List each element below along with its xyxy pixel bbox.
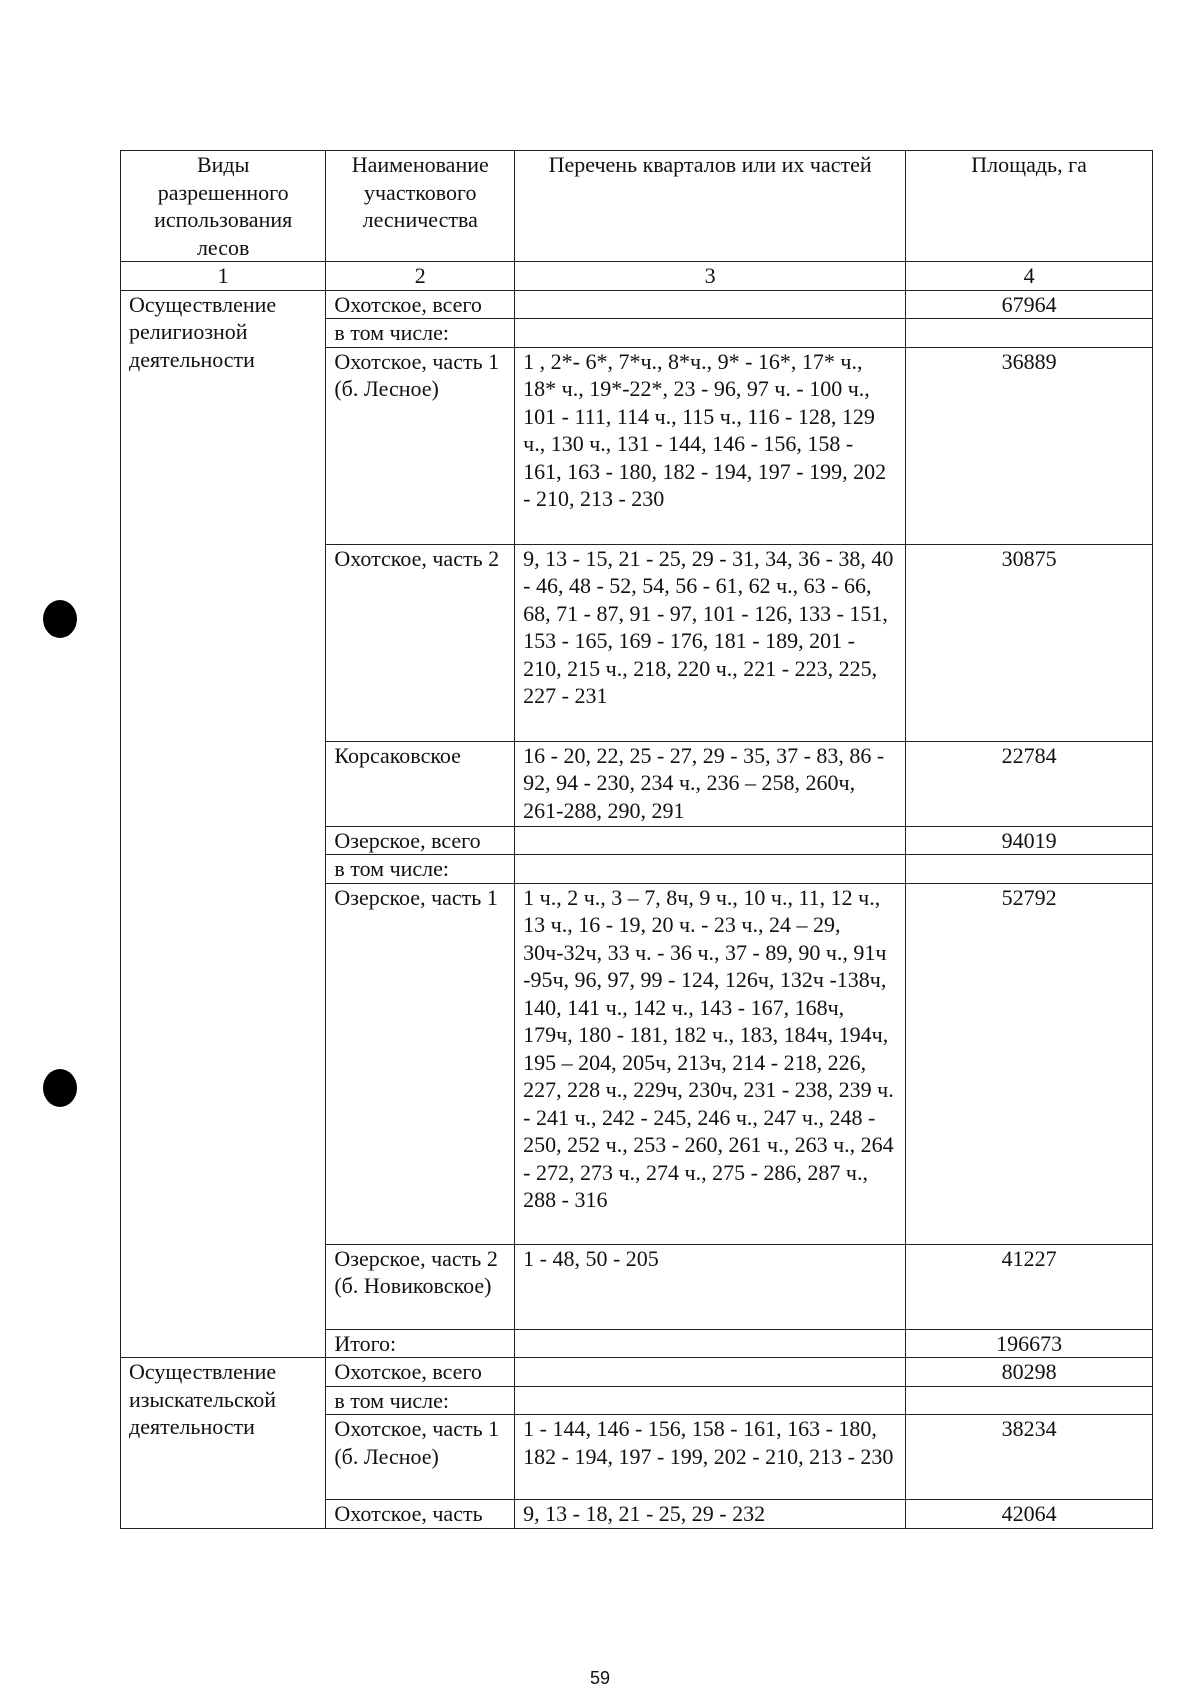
table-row <box>121 1358 1153 1387</box>
area-value: 80298 <box>906 1358 1153 1387</box>
area-value: 38234 <box>906 1415 1153 1500</box>
quarters-list: 16 - 20, 22, 25 - 27, 29 - 35, 37 - 83, 86 - 92, 94 - 230, 234 ч., 236 – 258, 260ч, 261-288, 290, 291 <box>515 741 906 826</box>
quarters-list <box>515 1386 906 1415</box>
forestry-name: Итого: <box>326 1329 515 1358</box>
quarters-list <box>515 319 906 348</box>
area-value: 196673 <box>906 1329 1153 1358</box>
forestry-name: в том числе: <box>326 1386 515 1415</box>
forest-use-table <box>120 150 1153 1529</box>
forestry-name: Охотское, всего <box>326 290 515 319</box>
area-value: 42064 <box>906 1500 1153 1529</box>
quarters-list <box>515 855 906 884</box>
forestry-name: Охотское, часть 1 (б. Лесное) <box>326 347 515 544</box>
punch-hole-bottom <box>43 1069 77 1107</box>
quarters-list <box>515 826 906 855</box>
area-value: 52792 <box>906 883 1153 1244</box>
header-use-type: Виды разрешенного использования лесов <box>121 151 326 262</box>
quarters-list: 1 ч., 2 ч., 3 – 7, 8ч, 9 ч., 10 ч., 11, 12 ч., 13 ч., 16 - 19, 20 ч. - 23 ч., 24 – 29, 30ч-32ч, 33 ч. - 36 ч., 37 - 89, 90 ч., 91ч -95ч, 96, 97, 99 - 124, 126ч, 132ч -138ч, 140, 141 ч., 142 ч., 143 - 167, 168ч, 179ч, 180 - 181, 182 ч., 183, 184ч, 194ч, 195 – 204, 205ч, 213ч, 214 - 218, 226, 227, 228 ч., 229ч, 230ч, 231 - 238, 239 ч. - 241 ч., 242 - 245, 246 ч., 247 ч., 248 - 250, 252 ч., 253 - 260, 261 ч., 263 ч., 264 - 272, 273 ч., 274 ч., 275 - 286, 287 ч., 288 - 316 <box>515 883 906 1244</box>
forestry-name: Охотское, всего <box>326 1358 515 1387</box>
quarters-list <box>515 1358 906 1387</box>
quarters-list: 1 , 2*- 6*, 7*ч., 8*ч., 9* - 16*, 17* ч., 18* ч., 19*-22*, 23 - 96, 97 ч. - 100 ч., 101 - 111, 114 ч., 115 ч., 116 - 128, 129 ч., 130 ч., 131 - 144, 146 - 156, 158 - 161, 163 - 180, 182 - 194, 197 - 199, 202 - 210, 213 - 230 <box>515 347 906 544</box>
use-type-religious: Осуществление религиозной деятельности <box>121 290 326 1358</box>
table-header-row <box>121 151 1153 262</box>
header-forestry-name: Наименование участкового лесничества <box>326 151 515 262</box>
punch-hole-top <box>43 600 77 638</box>
table-row <box>121 290 1153 319</box>
column-number: 4 <box>906 262 1153 291</box>
area-value: 67964 <box>906 290 1153 319</box>
column-number: 1 <box>121 262 326 291</box>
area-value: 94019 <box>906 826 1153 855</box>
area-value: 22784 <box>906 741 1153 826</box>
area-value <box>906 855 1153 884</box>
forestry-name: в том числе: <box>326 319 515 348</box>
header-area: Площадь, га <box>906 151 1153 262</box>
forestry-name: Корсаковское <box>326 741 515 826</box>
quarters-list: 1 - 144, 146 - 156, 158 - 161, 163 - 180, 182 - 194, 197 - 199, 202 - 210, 213 - 230 <box>515 1415 906 1500</box>
forestry-name: Охотское, часть 1 (б. Лесное) <box>326 1415 515 1500</box>
area-value <box>906 319 1153 348</box>
forestry-name: Охотское, часть 2 <box>326 544 515 741</box>
column-number: 3 <box>515 262 906 291</box>
quarters-list <box>515 1329 906 1358</box>
column-number-row <box>121 262 1153 291</box>
forestry-name: Озерское, часть 1 <box>326 883 515 1244</box>
header-quarters-list: Перечень кварталов или их частей <box>515 151 906 262</box>
forestry-name: Озерское, всего <box>326 826 515 855</box>
area-value: 36889 <box>906 347 1153 544</box>
area-value <box>906 1386 1153 1415</box>
quarters-list: 9, 13 - 15, 21 - 25, 29 - 31, 34, 36 - 38, 40 - 46, 48 - 52, 54, 56 - 61, 62 ч., 63 - 66, 68, 71 - 87, 91 - 97, 101 - 126, 133 - 151, 153 - 165, 169 - 176, 181 - 189, 201 - 210, 215 ч., 218, 220 ч., 221 - 223, 225, 227 - 231 <box>515 544 906 741</box>
forestry-name: Охотское, часть <box>326 1500 515 1529</box>
forestry-name: Озерское, часть 2 (б. Новиковское) <box>326 1244 515 1329</box>
quarters-list: 9, 13 - 18, 21 - 25, 29 - 232 <box>515 1500 906 1529</box>
quarters-list: 1 - 48, 50 - 205 <box>515 1244 906 1329</box>
page-number: 59 <box>589 1668 611 1688</box>
forestry-name: в том числе: <box>326 855 515 884</box>
quarters-list <box>515 290 906 319</box>
column-number: 2 <box>326 262 515 291</box>
use-type-survey: Осуществление изыскательской деятельности <box>121 1358 326 1529</box>
area-value: 41227 <box>906 1244 1153 1329</box>
area-value: 30875 <box>906 544 1153 741</box>
